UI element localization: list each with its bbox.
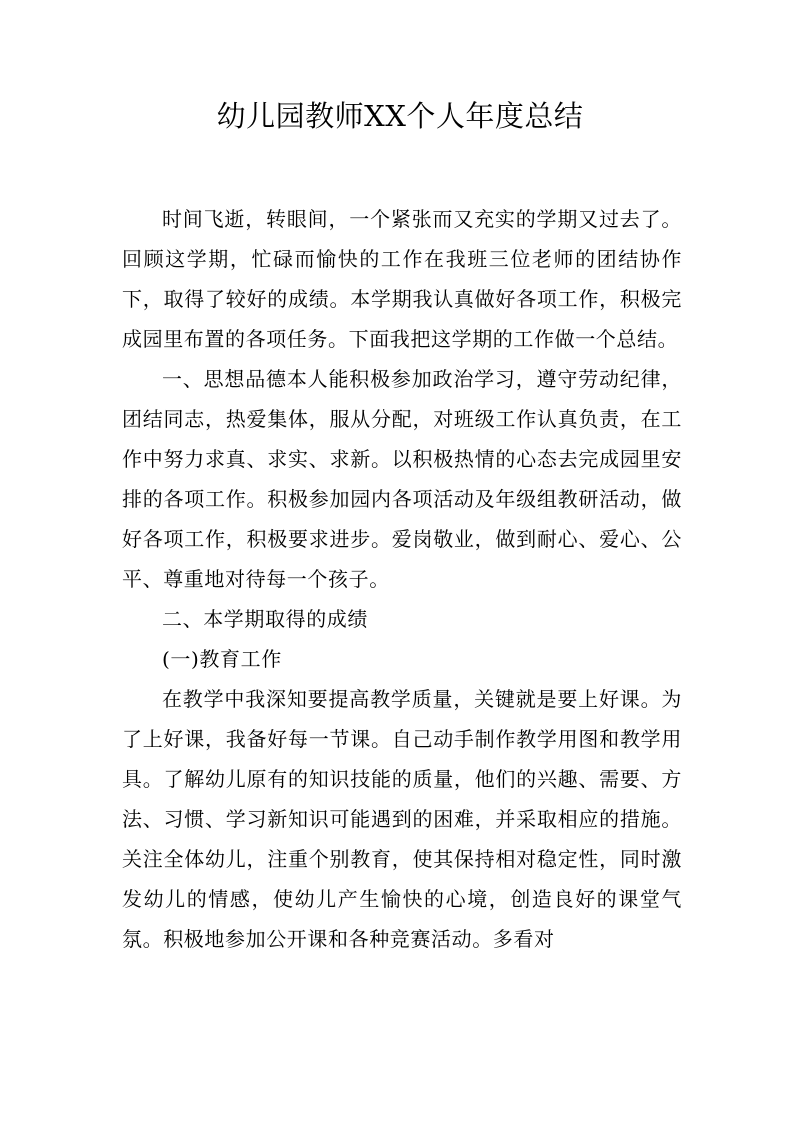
section-heading-achievements: 二、本学期取得的成绩 bbox=[162, 607, 368, 631]
paragraph-education-work: 在教学中我深知要提高教学质量，关键就是要上好课。为了上好课，我备好每一节课。自己动手制作教学用图和教学用具。了解幼儿原有的知识技能的质量，他们的兴趣、需要、方法、习惯、学习新知识可能遇到的困难，并采取相应的措施。关注全体幼儿，注重个别教育，使其保持相对稳定性，同时激发幼儿的情感，使幼儿产生愉快的心境，创造良好的课堂气氛。积极地参加公开课和各种竞赛活动。多看对 bbox=[122, 687, 682, 951]
paragraph-intro: 时间飞逝，转眼间，一个紧张而又充实的学期又过去了。回顾这学期，忙碌而愉快的工作在我班三位老师的团结协作下，取得了较好的成绩。本学期我认真做好各项工作，积极完成园里布置的各项任务。下面我把这学期的工作做一个总结。 bbox=[122, 207, 682, 351]
paragraph-moral-character: 一、思想品德本人能积极参加政治学习，遵守劳动纪律，团结同志，热爱集体，服从分配，对班级工作认真负责，在工作中努力求真、求实、求新。以积极热情的心态去完成园里安排的各项工作。积极参加园内各项活动及年级组教研活动，做好各项工作，积极要求进步。爱岗敬业，做到耐心、爱心、公平、尊重地对待每一个孩子。 bbox=[122, 367, 682, 591]
subsection-heading-education: (一)教育工作 bbox=[162, 647, 282, 671]
document-body bbox=[122, 199, 682, 959]
document-title: 幼儿园教师XX个人年度总结 bbox=[216, 99, 584, 133]
